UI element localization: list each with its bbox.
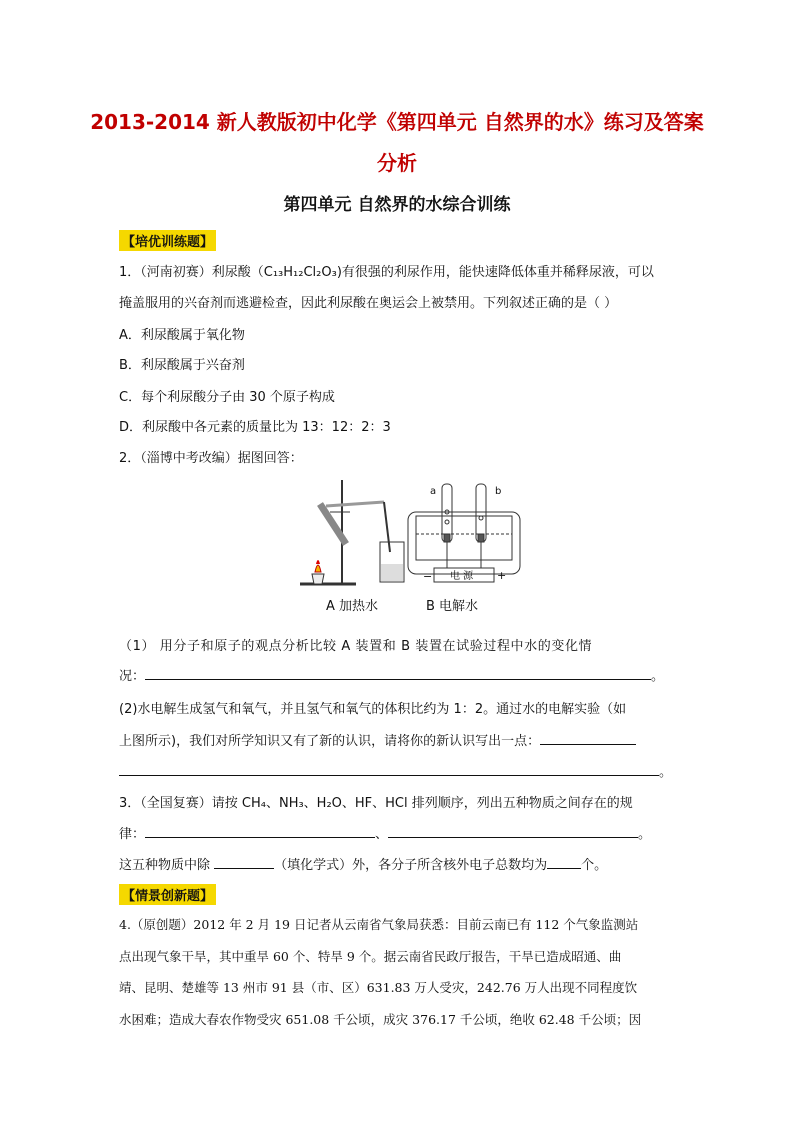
section-heading-scenario: 【情景创新题】 xyxy=(119,884,216,905)
answer-blank-q2-2a[interactable] xyxy=(540,732,636,745)
q2-part1-line1: （1） 用分子和原子的观点分析比较 A 装置和 B 装置在试验过程中水的变化情 xyxy=(119,639,593,654)
section-heading-training: 【培优训练题】 xyxy=(119,230,216,251)
answer-blank-q3-2[interactable] xyxy=(388,825,638,838)
q3-prefix: 律： xyxy=(119,827,146,842)
figure-caption-a: A 加热水 xyxy=(326,599,379,614)
q2-part1-end: 。 xyxy=(651,669,665,684)
q3-text-c: 个。 xyxy=(581,858,608,873)
document-title-line2: 分析 xyxy=(377,151,417,175)
unit-subtitle: 第四单元 自然界的水综合训练 xyxy=(283,195,511,215)
q2-part1-prefix: 况： xyxy=(119,669,146,684)
q2-part2-line1: (2)水电解生成氢气和氧气，并且氢气和氧气的体积比约为 1：2。通过水的电解实验（如 xyxy=(119,702,627,717)
q4-line1: 4.（原创题）2012 年 2 月 19 日记者从云南省气象局获悉：目前云南已有 112 个气象监测站 xyxy=(119,917,639,932)
q2-part1-line2 xyxy=(119,665,664,684)
q1-stem-line2: 掩盖服用的兴奋剂而逃避检查，因此利尿酸在奥运会上被禁用。下列叙述正确的是（ ） xyxy=(119,296,618,311)
apparatus-figure xyxy=(292,472,522,592)
q1-option-c: C．每个利尿酸分子由 30 个原子构成 xyxy=(119,390,335,405)
q2-part2-line2 xyxy=(119,730,636,749)
tube-label-a: a xyxy=(430,486,437,497)
q3-end: 。 xyxy=(638,827,652,842)
q1-option-d: D．利尿酸中各元素的质量比为 13：12：2：3 xyxy=(119,420,391,435)
q2-part2-line3 xyxy=(119,761,672,780)
q1-stem-line1: 1．（河南初赛）利尿酸（C₁₃H₁₂Cl₂O₃)有很强的利尿作用，能快速降低体重并稀释尿液，可以 xyxy=(119,265,654,280)
answer-blank-q3-count[interactable] xyxy=(547,856,581,869)
heating-apparatus xyxy=(300,480,404,584)
q4-line3: 靖、昆明、楚雄等 13 州市 91 县（市、区）631.83 万人受灾，242.76 万人出现不同程度饮 xyxy=(119,980,638,995)
answer-blank-q2-2b[interactable] xyxy=(119,763,659,776)
q2-intro: 2．（淄博中考改编）据图回答： xyxy=(119,451,303,466)
electrolysis-apparatus xyxy=(408,484,520,582)
q3-text-a: 这五种物质中除 xyxy=(119,858,215,873)
q3-text-b: （填化学式）外，各分子所含核外电子总数均为 xyxy=(274,858,548,873)
q4-line2: 点出现气象干旱，其中重旱 60 个、特旱 9 个。据云南省民政厅报告，干旱已造成昭通、曲 xyxy=(119,949,622,964)
negative-terminal: − xyxy=(423,570,433,583)
tube-label-b: b xyxy=(495,486,502,497)
positive-terminal: + xyxy=(497,569,507,582)
answer-blank-q3-1[interactable] xyxy=(145,825,375,838)
q2-part2-text: 上图所示)，我们对所学知识又有了新的认识，请将你的新认识写出一点： xyxy=(119,734,541,749)
q3-stem-line2 xyxy=(119,823,651,842)
power-source-label: 电 源 xyxy=(450,571,474,582)
q1-option-b: B．利尿酸属于兴奋剂 xyxy=(119,358,245,373)
q3-separator: 、 xyxy=(375,827,389,842)
q3-stem-line1: 3．（全国复赛）请按 CH₄、NH₃、H₂O、HF、HCl 排列顺序，列出五种物质之间存在的规 xyxy=(119,796,633,811)
q1-option-a: A．利尿酸属于氧化物 xyxy=(119,328,245,343)
document-title-line1: 2013-2014 新人教版初中化学《第四单元 自然界的水》练习及答案 xyxy=(90,110,704,134)
q2-part2-end: 。 xyxy=(659,765,673,780)
figure-caption-b: B 电解水 xyxy=(426,599,479,614)
answer-blank-q3-formula[interactable] xyxy=(214,856,274,869)
answer-blank-q2-1[interactable] xyxy=(145,667,651,680)
q3-stem-line3 xyxy=(119,854,607,873)
q4-line4: 水困难；造成大春农作物受灾 651.08 千公顷，成灾 376.17 千公顷，绝收 62.48 千公顷；因 xyxy=(119,1012,642,1027)
